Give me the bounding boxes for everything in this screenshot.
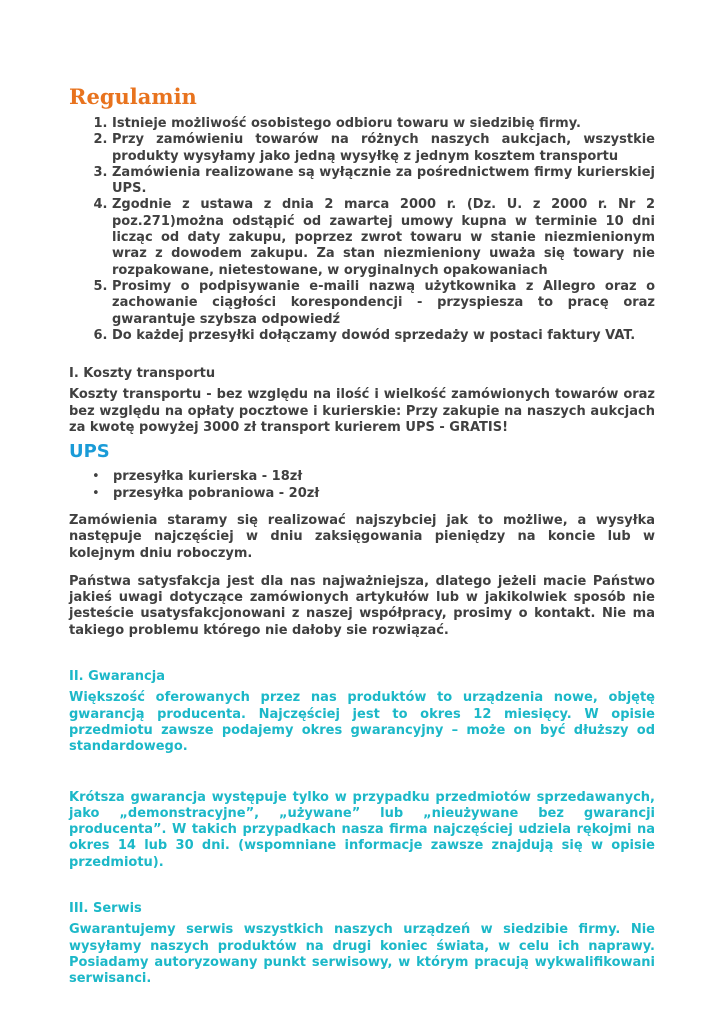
ups-price-list — [69, 469, 655, 502]
rule-item: 4. Zgodnie z ustawa z dnia 2 marca 2000 r. (Dz. U. z 2000 r. Nr 2 poz.271)można odstąpić od zawartej umowy kupna w terminie 10 dni licząc od daty zakupu, poprzez zwrot towaru w stanie niezmienionym wraz z dowodem zakupu. Za stan niezmieniony uważa się towary nie rozpakowane, nietestowane, w oryginalnych opakowaniach — [112, 197, 655, 278]
section-heading-transport: I. Koszty transportu — [69, 366, 216, 382]
rule-item: 2. Przy zamówieniu towarów na różnych naszych aukcjach, wszystkie produkty wysyłamy jako jedną wysyłkę z jednym kosztem transportu — [112, 132, 655, 165]
section-text-warranty-short: Krótsza gwarancja występuje tylko w przypadku przedmiotów sprzedawanych, jako „demonstracyjne”, „używane” lub „nieużywane bez gwarancji producenta”. W takich przypadkach nasza firma najczęściej udziela rękojmi na okres 14 lub 30 dni. (wspomniane informacje zawsze znajdują się w opisie przedmiotu). — [69, 789, 655, 870]
list-item — [92, 485, 655, 502]
paragraph-realization: Zamówienia staramy się realizować najszybciej jak to możliwe, a wysyłka następuje najczęściej w dniu zaksięgowania pieniędzy na koncie lub w kolejnym dniu roboczym. — [69, 512, 655, 561]
section-text-warranty: Większość oferowanych przez nas produktów to urządzenia nowe, objętę gwarancją producenta. Najczęściej jest to okres 12 miesięcy. W opisie przedmiotu zawsze podajemy okres gwarancyjny – może on być dłuższy od standardowego. — [69, 690, 655, 755]
section-heading-warranty: II. Gwarancja — [69, 669, 165, 685]
ups-item-label: przesyłka pobraniowa - 20zł — [113, 485, 320, 501]
bullet-icon: • — [92, 485, 100, 501]
rule-item: 1. Istnieje możliwość osobistego odbioru towaru w siedzibię firmy. — [112, 116, 655, 132]
section-text-service: Gwarantujemy serwis wszystkich naszych urządzeń w siedzibie firmy. Nie wysyłamy naszych produktów na drugi koniec świata, w celu ich naprawy. Posiadamy autoryzowany punkt serwisowy, w którym pracują wykwalifikowani serwisanci. — [69, 922, 655, 987]
ups-heading: UPS — [69, 441, 110, 463]
paragraph-satisfaction: Państwa satysfakcja jest dla nas najważniejsza, dlatego jeżeli macie Państwo jakieś uwagi dotyczące zamówionych artykułów lub w jakikolwiek sposób nie jesteście usatysfakcjonowani z naszej współpracy, prosimy o kontakt. Nie ma takiego problemu którego nie dałoby sie rozwiązać. — [69, 573, 655, 638]
ups-item-label: przesyłka kurierska - 18zł — [113, 469, 303, 485]
document-page — [69, 84, 655, 987]
document-title: Regulamin — [69, 84, 197, 109]
rule-item: 6. Do każdej przesyłki dołączamy dowód sprzedaży w postaci faktury VAT. — [112, 328, 655, 344]
section-text-transport: Koszty transportu - bez względu na ilość i wielkość zamówionych towarów oraz bez względu na opłaty pocztowe i kurierskie: Przy zakupie na naszych aukcjach za kwotę powyżej 3000 zł transport kurierem UPS - GRATIS! — [69, 387, 655, 436]
rule-item: 3. Zamówienia realizowane są wyłącznie za pośrednictwem firmy kurierskiej UPS. — [112, 165, 655, 198]
list-item — [92, 469, 655, 485]
bullet-icon: • — [92, 469, 100, 485]
rule-item: 5. Prosimy o podpisywanie e-maili nazwą użytkownika z Allegro oraz o zachowanie ciągłości korespondencji - przyspiesza to pracę oraz gwarantuje szybsza odpowiedź — [112, 279, 655, 328]
section-heading-service: III. Serwis — [69, 900, 142, 916]
rules-list — [69, 116, 655, 344]
